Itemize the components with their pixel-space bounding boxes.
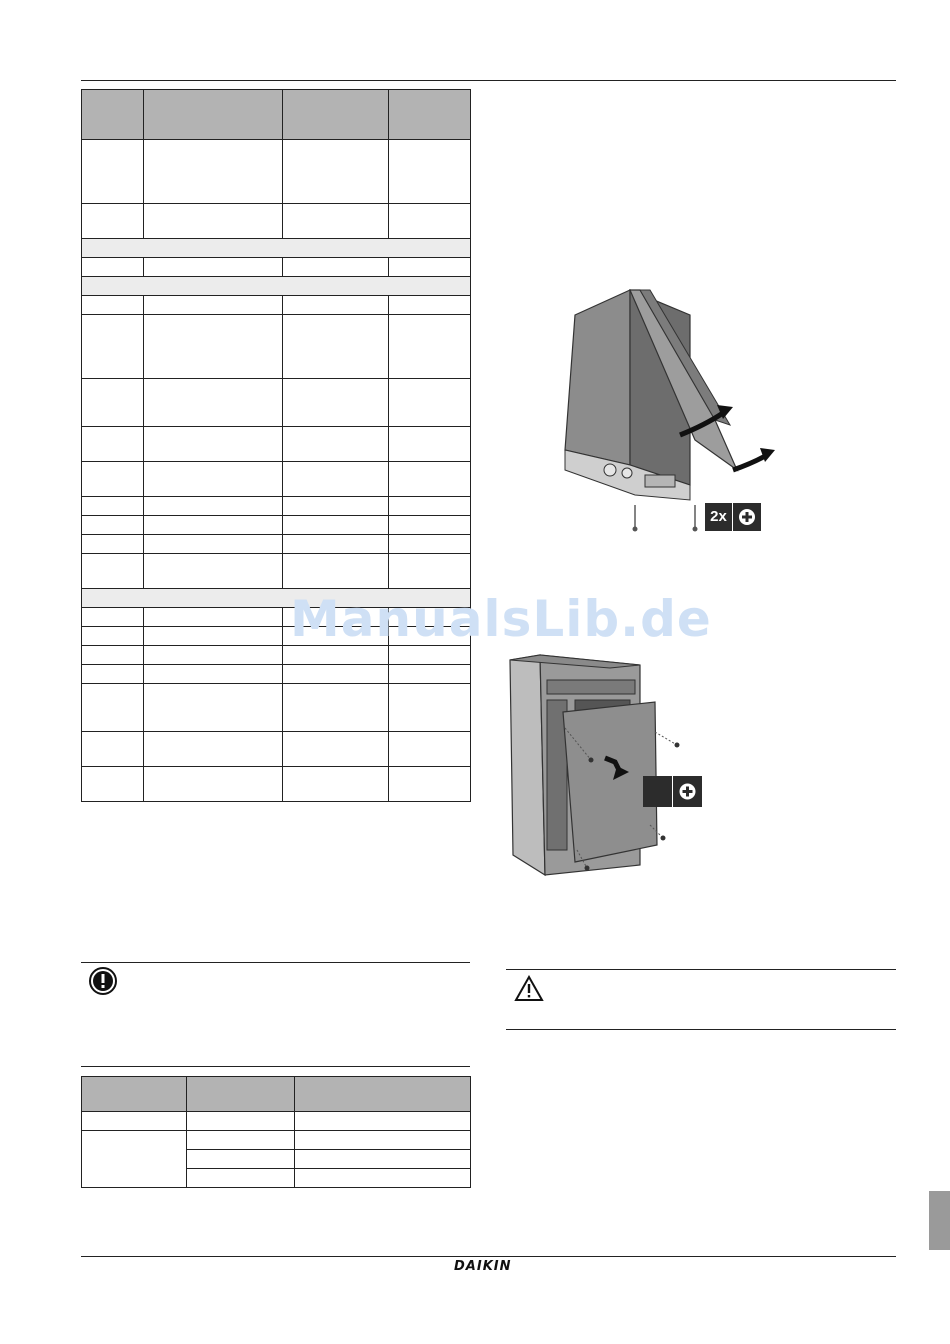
screw-count-label: 2x — [705, 503, 732, 531]
screw-icon — [673, 776, 702, 807]
chapter-tab — [929, 1191, 950, 1250]
table-row — [82, 665, 471, 684]
table-row — [82, 684, 471, 732]
footer-rule — [81, 1256, 896, 1257]
table-row — [82, 379, 471, 427]
header-rule — [81, 80, 896, 81]
table-header-row — [82, 1077, 471, 1112]
table-row — [82, 1112, 471, 1131]
table-row — [82, 140, 471, 204]
notice-bottom-rule — [81, 1066, 470, 1067]
table-row — [82, 767, 471, 802]
table-row — [82, 315, 471, 379]
caution-top-rule — [506, 969, 896, 970]
table-row — [82, 204, 471, 239]
screw-icon — [733, 503, 761, 531]
table-section-row — [82, 277, 471, 296]
unit-front-panel-figure — [505, 650, 705, 880]
table-row — [82, 516, 471, 535]
table-row — [82, 296, 471, 315]
watermark: ManualsLib.de — [290, 590, 712, 648]
spec-table — [81, 89, 471, 802]
table-row — [82, 427, 471, 462]
table-row — [82, 1131, 471, 1150]
unit-top-panel-figure — [555, 285, 780, 535]
table-row — [82, 462, 471, 497]
notice-top-rule — [81, 962, 470, 963]
small-table — [81, 1076, 471, 1188]
table-row — [82, 497, 471, 516]
brand-logo: DAIKIN — [454, 1259, 512, 1274]
exclamation-icon — [88, 966, 118, 996]
table-row — [82, 732, 471, 767]
caution-bottom-rule — [506, 1029, 896, 1030]
screw-count-label — [643, 776, 672, 807]
table-row — [82, 258, 471, 277]
warning-triangle-icon — [514, 975, 544, 1002]
table-header-row — [82, 90, 471, 140]
table-section-row — [82, 239, 471, 258]
table-row — [82, 535, 471, 554]
screw-badge — [643, 776, 702, 807]
table-row — [82, 554, 471, 589]
screw-count-badge — [705, 503, 761, 531]
